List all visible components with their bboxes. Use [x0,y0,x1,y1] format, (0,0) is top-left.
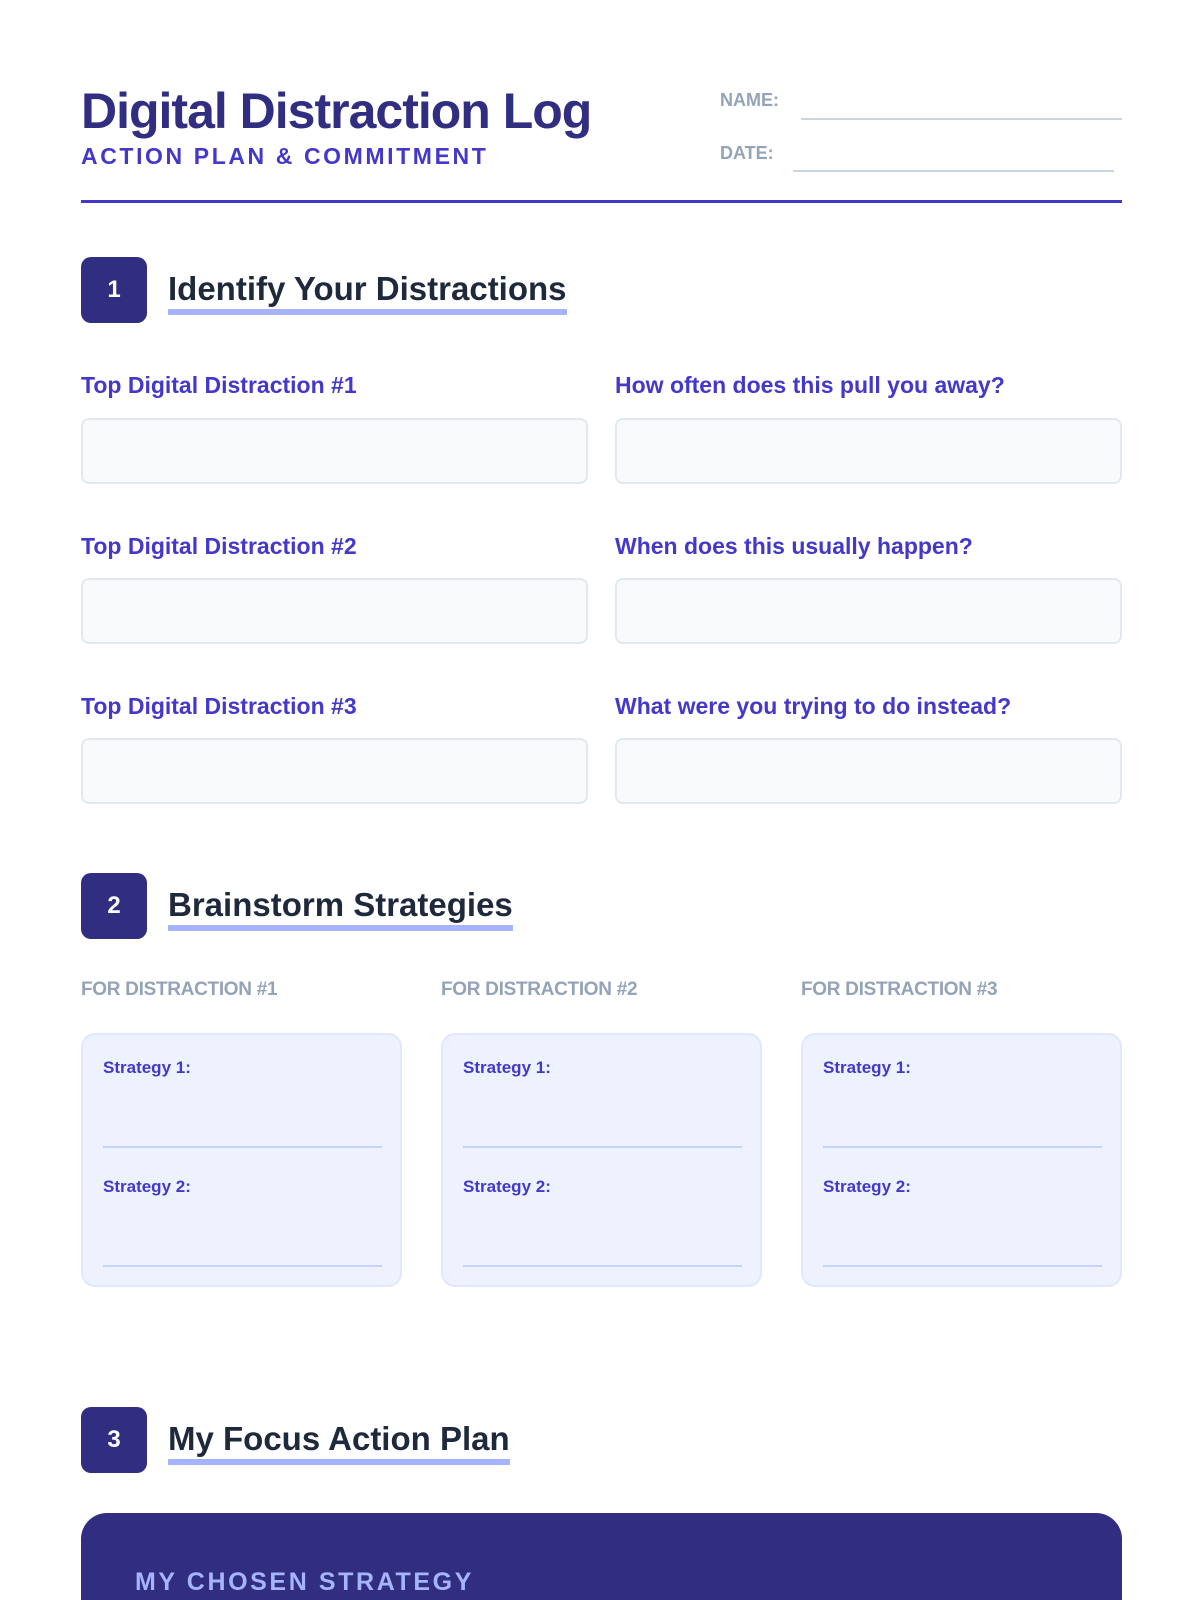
distraction-2-label: Top Digital Distraction #2 [81,533,357,559]
section-number: 1 [81,257,147,323]
frequency-label: How often does this pull you away? [615,372,1005,398]
strategy-2-label: Strategy 2: [463,1177,551,1196]
strategy-column-label: FOR DISTRACTION #3 [801,979,998,1000]
section-number: 3 [81,1407,147,1473]
section-title: My Focus Action Plan [168,1419,510,1465]
date-field[interactable] [793,148,1114,172]
timing-input[interactable] [615,578,1122,644]
strategy-1-label: Strategy 1: [463,1058,551,1077]
worksheet-page [81,0,1122,1600]
intended-task-input[interactable] [615,738,1122,804]
strategy-2-line[interactable] [463,1265,742,1267]
strategy-2-label: Strategy 2: [823,1177,911,1196]
strategy-2-label: Strategy 2: [103,1177,191,1196]
section-number: 2 [81,873,147,939]
strategy-2-line[interactable] [823,1265,1102,1267]
strategy-card-1 [81,1033,402,1287]
distraction-3-label: Top Digital Distraction #3 [81,693,357,719]
strategy-1-label: Strategy 1: [103,1058,191,1077]
page-subtitle: ACTION PLAN & COMMITMENT [81,143,489,169]
name-label: NAME: [720,90,779,110]
strategy-1-label: Strategy 1: [823,1058,911,1077]
section-title: Identify Your Distractions [168,269,567,315]
distraction-2-input[interactable] [81,578,588,644]
strategy-1-line[interactable] [103,1146,382,1148]
distraction-1-input[interactable] [81,418,588,484]
distraction-1-label: Top Digital Distraction #1 [81,372,357,398]
timing-label: When does this usually happen? [615,533,973,559]
intended-task-label: What were you trying to do instead? [615,693,1012,719]
chosen-strategy-label: MY CHOSEN STRATEGY [135,1568,474,1596]
date-label: DATE: [720,143,774,163]
action-plan-card [81,1513,1122,1600]
name-field[interactable] [801,96,1122,120]
page-title: Digital Distraction Log [81,83,592,139]
distraction-3-input[interactable] [81,738,588,804]
strategy-column-label: FOR DISTRACTION #1 [81,979,278,1000]
strategy-2-line[interactable] [103,1265,382,1267]
header [81,82,1122,203]
strategy-1-line[interactable] [823,1146,1102,1148]
frequency-input[interactable] [615,418,1122,484]
strategy-column-label: FOR DISTRACTION #2 [441,979,638,1000]
section-title: Brainstorm Strategies [168,885,513,931]
strategy-card-2 [441,1033,762,1287]
strategy-card-3 [801,1033,1122,1287]
strategy-1-line[interactable] [463,1146,742,1148]
